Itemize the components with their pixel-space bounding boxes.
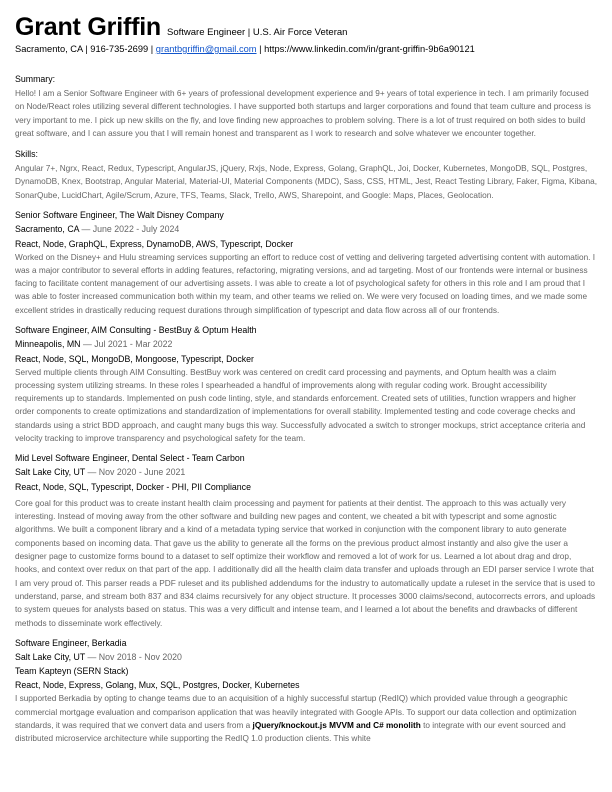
job-description: Worked on the Disney+ and Hulu streaming services supporting an effort to reduce cost of vetting and delivering targeted advertising content with automation. I was a major contributor to several efforts in adding features, refactoring, migrating versions, and ad targeting. Most of our frontends were internal or business facing to facilitate content management of our advertising assets. I was able to create a lot of psychological safety for others in this role and I am proud that I was able to foster increased communication both within my team, and other teams we relied on. We were very focused on loading times, and we made some excellent strides in drastically reducing request durations through simplification of typescript and data flow across all of our frontends.: [15, 252, 596, 315]
job-title: Mid Level Software Engineer, Dental Select - Team Carbon: [15, 453, 245, 464]
job-tech: React, Node, Express, Golang, Mux, SQL, Postgres, Docker, Kubernetes: [15, 680, 300, 691]
job-tech: React, Node, SQL, MongoDB, Mongoose, Typescript, Docker: [15, 353, 254, 364]
location: Sacramento, CA: [15, 44, 83, 54]
separator: |: [82, 44, 91, 54]
job-dates: — Nov 2020 - June 2021: [85, 467, 186, 478]
job-aim: [15, 323, 597, 445]
linkedin-url: https://www.linkedin.com/in/grant-griffin-9b6a90121: [264, 44, 475, 54]
summary-text: Hello! I am a Senior Software Engineer with 6+ years of professional development experience and 9+ years of total experience in tech. I am primarily focused on Node/React roles utilizing several different technologies. I have supported both startups and larger corporations and found that team culture and process is very important to me. I pick up new skills on the fly, and love finding new approaches to problem solving. There is a lot of trust required on both sides to build great software, and I can assure you that I will remain honest and transparent as I work to research and solve whatever we encounter together.: [15, 89, 591, 138]
summary-heading: Summary:: [15, 74, 56, 84]
job-location-dates: [15, 465, 597, 480]
candidate-name: Grant Griffin: [15, 13, 162, 41]
job-dates: — June 2022 - July 2024: [79, 224, 180, 235]
job-title: Software Engineer, AIM Consulting - BestBuy & Optum Health: [15, 325, 257, 336]
description-text: to integrate with our event sourced and distributed microservice architecture while supporting the RedIQ 1.0 production clients. This white: [15, 720, 566, 744]
job-dental-select: [15, 451, 597, 629]
job-description: Served multiple clients through AIM Consulting. BestBuy work was centered on credit card processing and payments, and Optum health was a claim processing system utilizing streams. In these roles I spearheaded a handful of improvements along with regular coding work. Brought accessibility requirements up to standards. Implemented on push code linting, style, and standards enforcement. Created sets of utilities, function wrappers and higher order components to create optimizations and standardization of implementations for overall stability. Implemented testing and code coverage checks and standards using a strict BDD approach, and caught many bugs this way. Successfully advocated a switch to stronger mockups, strict acceptance criteria and velocity tracking to improve transparency and psychological safety for the team.: [15, 367, 586, 444]
job-description: [15, 692, 597, 745]
resume-page: [15, 13, 597, 746]
contact-line: [15, 44, 597, 54]
header: [15, 13, 597, 43]
skills-text: Angular 7+, Ngrx, React, Redux, Typescript, AngularJS, jQuery, Rxjs, Node, Express, Golang, GraphQL, Joi, Docker, Kubernetes, MongoDB, SQL, Postgres, DynamoDB, Knex, Bootstrap, Angular Material, Material-UI, Material Components (MDC), Sass, CSS, HTML, Jest, React Testing Library, Faker, Figma, Kibana, SonarQube, LucidChart, Agile/Scrum, Azure, TFS, Teams, Slack, Trello, AWS, Sharepoint, and Google: Maps, Places, Geolocation.: [15, 164, 597, 200]
job-team: Team Kapteyn (SERN Stack): [15, 666, 129, 677]
job-title: Software Engineer, Berkadia: [15, 637, 127, 648]
job-tech: React, Node, GraphQL, Express, DynamoDB, AWS, Typescript, Docker: [15, 238, 294, 249]
job-location: Sacramento, CA: [15, 224, 80, 235]
job-title: Senior Software Engineer, The Walt Disney Company: [15, 210, 224, 221]
separator: |: [148, 44, 156, 54]
job-location: Salt Lake City, UT: [15, 467, 86, 478]
tagline: Software Engineer | U.S. Air Force Veteran: [167, 27, 348, 38]
job-location-dates: [15, 650, 597, 665]
skills-heading: Skills:: [15, 149, 38, 160]
job-berkadia: [15, 636, 597, 746]
email-link[interactable]: grantbgriffin@gmail.com: [155, 44, 257, 54]
job-dates: — Nov 2018 - Nov 2020: [85, 651, 182, 662]
job-location-dates: [15, 337, 597, 352]
separator: |: [256, 44, 265, 54]
job-location-dates: [15, 222, 597, 237]
job-description: Core goal for this product was to create instant health claim processing and payment for patients at their dentist. The approach to this was actually very interesting. Instead of moving away from the other software and building new pages and content, we cheated a bit with typescript and some agnostic algorithms. We built a component library and a kind of a metadata typing service that worked in conjunction with the component library to auto generate components based on incoming data. That gave us the ability to generate all the forms on the previous product almost instantly and also give the user a designer page to customize forms bound to a dataset to self optimize their workflow and removed a lot of work for us. Learned a lot about drag and drop, hooks, and context over redux on that part of the app. I additionally did all the health claim data transfer and uploads through an EDI parser service I wrote that I am very proud of. This parser reads a PDF ruleset and its published addendums for the industry to automatically update a ruleset in the service that is used to understand, parse, and stream both 837 and 834 claims recursively for any object structure. It processes 3000 claims/second, autocorrects errors, and uploads to system queues for analysts based on status. This was a very difficult and intense team, and I learned a lot about the benefits and drawbacks of different methods to disseminate work effectively.: [15, 498, 596, 628]
job-dates: — Jul 2021 - Mar 2022: [80, 339, 173, 350]
job-location: Salt Lake City, UT: [15, 651, 86, 662]
job-location: Minneapolis, MN: [15, 339, 81, 350]
phone: 916-735-2699: [90, 44, 149, 54]
job-tech: React, Node, SQL, Typescript, Docker - PHI, PII Compliance: [15, 481, 251, 492]
description-text: I supported Berkadia by opting to change teams due to an acquisition of a highly successful startup (RedIQ) which provided value through a geographic commercial mortgage evaluation and comparison application that was heavily integrated with Google APIs. To support our data collection and optimization standards, it was required that we convert data and users from a: [15, 694, 577, 730]
description-highlight: jQuery/knockout.js MVVM and C# monolith: [252, 720, 421, 730]
job-disney: [15, 208, 597, 317]
